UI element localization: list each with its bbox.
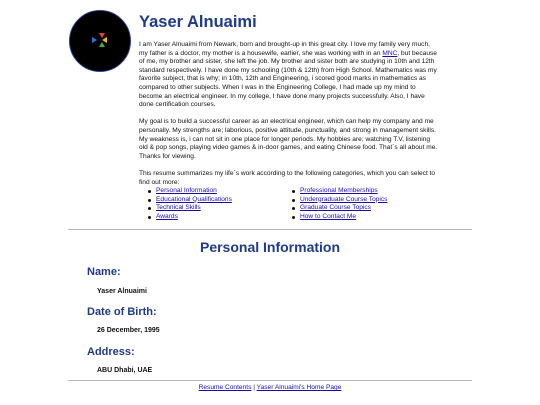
address-label: Address:	[87, 346, 135, 358]
divider	[68, 380, 472, 381]
intro-paragraph-2: My goal is to build a successful career as an electrical engineer, which can help my company and me personally. My strengths are; laborious, positive attitude, punctuality, and strong in management skills. My weakness is, i can not sit in one place for longer periods. My hobbies are; watching T.V, listening old & pop songs, playing video games & in-door games, and eating Chinese food. That`s all about me. Thanks for viewing.	[139, 118, 438, 160]
graduate-course-topics-link[interactable]: Graduate Course Topics	[300, 204, 371, 212]
intro-text-segment: , but because of me, my brother and sister, she left the job. My brother and sister both are studying in 10th and 12th standard respectively. I have done my schooling (10th & 12th) from High School. Mathematics was my favorite subject, that is why; in 10th, 12th and Engineering, i scored good marks in mathematics as compared to other subjects. When I was in the Engineering College, I had made up my mind to become an electrical engineer. In my college, I have done many projects successfully. Also, I have done certification courses.	[139, 49, 437, 109]
list-item	[291, 204, 387, 213]
footer-nav	[0, 383, 540, 392]
name-label: Name:	[87, 266, 121, 278]
page-title: Yaser Alnuaimi	[139, 13, 257, 31]
footer-separator: |	[253, 384, 255, 391]
divider	[68, 229, 472, 230]
how-to-contact-me-link[interactable]: How to Contact Me	[300, 212, 357, 220]
intro-text	[139, 41, 439, 196]
intro-paragraph-3: This resume summarizes my life`s work according to the following categories, which you can select to find out more:	[139, 169, 436, 186]
list-item	[147, 204, 291, 213]
list-item	[147, 187, 291, 196]
category-list-right	[291, 187, 387, 221]
list-item	[291, 196, 387, 205]
list-item	[147, 196, 291, 205]
resume-categories	[147, 187, 447, 221]
technical-skills-link[interactable]: Technical Skills	[156, 204, 201, 212]
list-item	[291, 187, 387, 196]
intro-paragraph-1	[139, 41, 439, 110]
intro-text-segment: I am Yaser Alnuaimi from Newark, born and brought-up in this great city. I love my family very much, my father is a doctor, my mother is a housewife, earlier, she was working with in an	[139, 41, 430, 57]
list-item	[291, 213, 387, 222]
section-title: Personal Information	[199, 239, 341, 255]
undergraduate-course-topics-link[interactable]: Undergraduate Course Topics	[300, 195, 388, 203]
logo	[69, 10, 131, 72]
home-page-link[interactable]: Yaser Alnuaimi's Home Page	[256, 384, 342, 391]
date-of-birth-label: Date of Birth:	[87, 306, 157, 318]
date-of-birth-value: 26 December, 1995	[97, 327, 160, 334]
flower-logo-icon	[70, 11, 132, 73]
address-value: ABU Dhabi, UAE	[97, 367, 153, 374]
educational-qualifications-link[interactable]: Educational Qualifications	[156, 195, 232, 203]
list-item	[147, 213, 291, 222]
category-list-left	[147, 187, 291, 221]
awards-link[interactable]: Awards	[156, 212, 178, 220]
professional-memberships-link[interactable]: Professional Memberships	[300, 187, 378, 194]
mnc-link[interactable]: MNC	[382, 49, 398, 57]
personal-information-link[interactable]: Personal Information	[156, 187, 217, 194]
resume-contents-link[interactable]: Resume Contents	[198, 384, 252, 391]
name-value: Yaser Alnuaimi	[97, 288, 147, 295]
